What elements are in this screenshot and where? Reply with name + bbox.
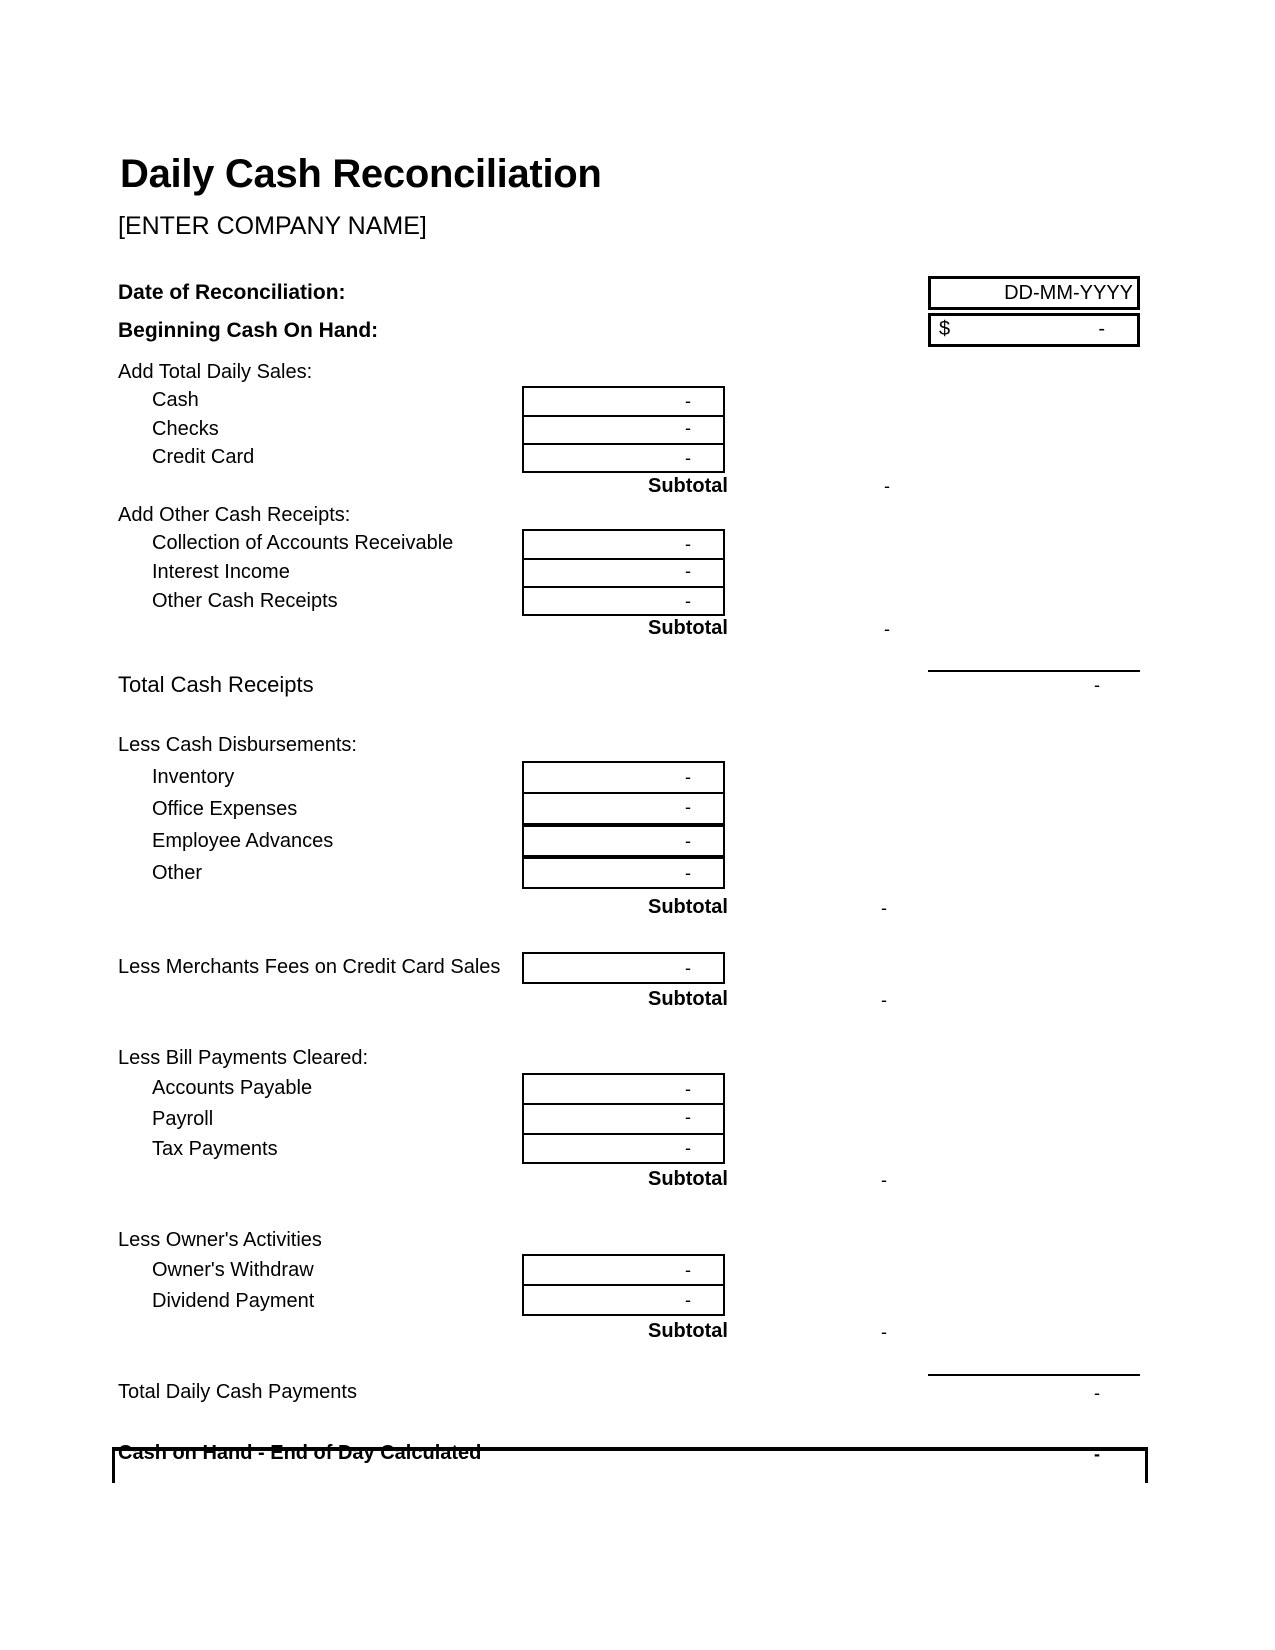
- other-disbursement-field[interactable]: -: [522, 857, 725, 889]
- daily-sales-subtotal-value: -: [884, 476, 890, 496]
- ar-collection-label: Collection of Accounts Receivable: [152, 532, 454, 554]
- beginning-cash-label: Beginning Cash On Hand:: [118, 319, 379, 342]
- ar-collection-field[interactable]: -: [522, 529, 725, 560]
- payroll-label: Payroll: [152, 1108, 214, 1130]
- disbursements-heading: Less Cash Disbursements:: [118, 734, 357, 756]
- total-payments-label: Total Daily Cash Payments: [118, 1381, 357, 1403]
- other-receipts-heading: Add Other Cash Receipts:: [118, 504, 351, 526]
- end-of-day-label: Cash on Hand - End of Day Calculated: [118, 1442, 482, 1464]
- page-title: Daily Cash Reconciliation: [120, 152, 602, 196]
- owner-heading: Less Owner's Activities: [118, 1229, 322, 1251]
- beginning-cash-value: -: [1098, 318, 1105, 340]
- owner-subtotal-value: -: [881, 1322, 887, 1342]
- daily-sales-subtotal-label: Subtotal: [648, 475, 728, 497]
- employee-advances-label: Employee Advances: [152, 830, 334, 852]
- date-label: Date of Reconciliation:: [118, 281, 346, 304]
- sales-credit-card-label: Credit Card: [152, 446, 255, 468]
- employee-advances-field[interactable]: -: [522, 825, 725, 857]
- interest-income-field[interactable]: -: [522, 558, 725, 588]
- other-receipts-field[interactable]: -: [522, 586, 725, 616]
- office-expenses-field[interactable]: -: [522, 793, 725, 825]
- company-name[interactable]: [ENTER COMPANY NAME]: [118, 212, 427, 240]
- accounts-payable-field[interactable]: -: [522, 1073, 725, 1105]
- bill-payments-subtotal-label: Subtotal: [648, 1168, 728, 1190]
- owner-subtotal-label: Subtotal: [648, 1320, 728, 1342]
- inventory-field[interactable]: -: [522, 761, 725, 794]
- disbursements-subtotal-value: -: [881, 898, 887, 918]
- daily-sales-heading: Add Total Daily Sales:: [118, 361, 313, 383]
- inventory-label: Inventory: [152, 766, 235, 788]
- merchant-fees-subtotal-value: -: [881, 990, 887, 1010]
- merchant-fees-field[interactable]: -: [522, 952, 725, 984]
- beginning-cash-field[interactable]: [928, 313, 1140, 347]
- other-receipts-subtotal-label: Subtotal: [648, 617, 728, 639]
- interest-income-label: Interest Income: [152, 561, 290, 583]
- total-receipts-value: -: [1094, 675, 1100, 695]
- tax-payments-label: Tax Payments: [152, 1138, 278, 1160]
- currency-symbol: $: [939, 318, 951, 340]
- tax-payments-field[interactable]: -: [522, 1133, 725, 1164]
- owner-withdraw-label: Owner's Withdraw: [152, 1259, 314, 1281]
- sales-cash-field[interactable]: -: [522, 386, 725, 417]
- payroll-field[interactable]: -: [522, 1104, 725, 1135]
- sales-cash-label: Cash: [152, 389, 199, 411]
- disbursements-subtotal-label: Subtotal: [648, 896, 728, 918]
- dividend-payment-label: Dividend Payment: [152, 1290, 315, 1312]
- other-receipts-subtotal-value: -: [884, 619, 890, 639]
- sales-credit-card-field[interactable]: -: [522, 443, 725, 473]
- sales-checks-label: Checks: [152, 418, 219, 440]
- end-of-day-value: -: [1094, 1444, 1100, 1464]
- merchant-fees-subtotal-label: Subtotal: [648, 988, 728, 1010]
- total-payments-rule: [928, 1374, 1140, 1376]
- bill-payments-heading: Less Bill Payments Cleared:: [118, 1047, 369, 1069]
- sales-checks-field[interactable]: -: [522, 415, 725, 445]
- total-receipts-label: Total Cash Receipts: [118, 672, 314, 697]
- office-expenses-label: Office Expenses: [152, 798, 298, 820]
- merchant-fees-label: Less Merchants Fees on Credit Card Sales: [118, 956, 501, 978]
- total-receipts-rule: [928, 670, 1140, 672]
- bill-payments-subtotal-value: -: [881, 1170, 887, 1190]
- dividend-payment-field[interactable]: -: [522, 1284, 725, 1316]
- total-payments-value: -: [1094, 1383, 1100, 1403]
- other-disbursement-label: Other: [152, 862, 203, 884]
- owner-withdraw-field[interactable]: -: [522, 1254, 725, 1286]
- date-field[interactable]: DD-MM-YYYY: [928, 276, 1140, 310]
- accounts-payable-label: Accounts Payable: [152, 1077, 313, 1099]
- other-receipts-label: Other Cash Receipts: [152, 590, 338, 612]
